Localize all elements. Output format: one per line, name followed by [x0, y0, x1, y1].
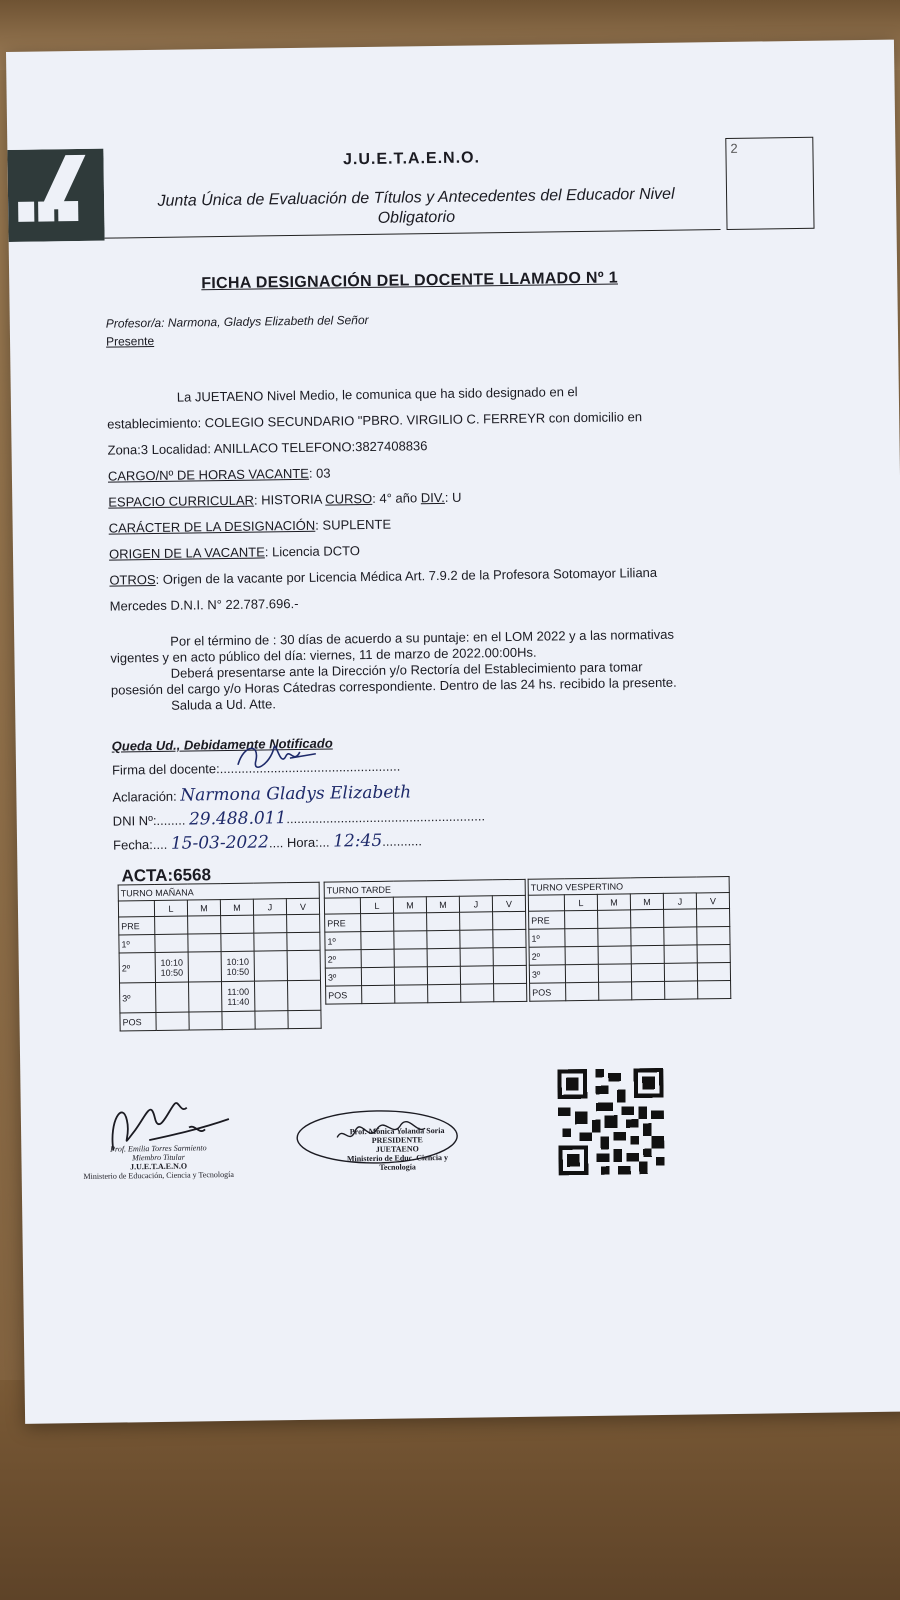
- schedule-cell: [598, 928, 631, 946]
- document-title: FICHA DESIGNACIÓN DEL DOCENTE LLAMADO Nº 1: [201, 269, 619, 293]
- body-line-3: Zona:3 Localidad: ANILLACO TELEFONO:3827408836: [107, 438, 428, 458]
- schedule-cell: [565, 946, 598, 964]
- qr-code: [557, 1068, 664, 1175]
- turno-title: TURNO VESPERTINO: [528, 876, 729, 895]
- day-header: M: [426, 896, 459, 912]
- otros-row: OTROS: Origen de la vacante por Licencia Médica Art. 7.9.2 de la Profesora Sotomayor Liliana: [109, 564, 658, 588]
- day-header: L: [564, 894, 597, 910]
- schedule-cell: [599, 982, 632, 1000]
- schedule-cell: [631, 909, 664, 927]
- signature-stamp-left: [78, 1079, 260, 1202]
- schedule-cell: [394, 949, 427, 967]
- schedule-cell: [255, 1011, 288, 1029]
- day-header: J: [459, 896, 492, 912]
- schedule-cell: [460, 966, 493, 984]
- schedule-cell: [155, 916, 188, 934]
- schedule-cell: [287, 914, 320, 932]
- day-header: L: [360, 897, 393, 913]
- schedule-cell: [427, 930, 460, 948]
- schedule-cell: [565, 928, 598, 946]
- day-header: V: [696, 892, 729, 908]
- termino-line-4: posesión del cargo y/o Horas Cátedras correspondiente. Dentro de las 24 hs. recibido la presente.: [110, 674, 677, 698]
- schedule-cell: [156, 1012, 189, 1030]
- otros-row-2: Mercedes D.N.I. N° 22.787.696.-: [109, 595, 299, 614]
- schedule-cell: [631, 945, 664, 963]
- period-label: 2º: [529, 947, 565, 966]
- period-label: 3º: [325, 968, 361, 987]
- schedule-turno-manana: [118, 882, 322, 1032]
- period-label: 1º: [325, 932, 361, 951]
- org-subtitle: Junta Única de Evaluación de Títulos y Antecedentes del Educador Nivel Obligatorio: [157, 185, 675, 227]
- period-label: 2º: [325, 950, 361, 969]
- hora-value: 12:45: [333, 830, 383, 852]
- day-header: M: [597, 894, 630, 910]
- day-header: M: [187, 900, 220, 916]
- schedule-cell: [394, 913, 427, 931]
- cargo-row: CARGO/Nº DE HORAS VACANTE: 03: [107, 465, 331, 484]
- schedule-cell: [395, 985, 428, 1003]
- schedule-cell: [697, 908, 730, 926]
- schedule-cell: [632, 981, 665, 999]
- schedule-cell: [189, 1012, 222, 1030]
- schedule-cell: [362, 985, 395, 1003]
- schedule-cell: [665, 981, 698, 999]
- schedule-cell: [598, 964, 631, 982]
- schedule-cell: [288, 1010, 321, 1028]
- schedule-cell: [188, 952, 221, 982]
- schedule-cell: [631, 927, 664, 945]
- day-header: J: [253, 899, 286, 915]
- period-label: 2º: [119, 953, 155, 983]
- fecha-value: 15-03-2022: [170, 832, 270, 854]
- schedule-cell: [287, 932, 320, 950]
- schedule-cell: [427, 966, 460, 984]
- document-sheet: [6, 40, 900, 1424]
- corner-box: [725, 137, 814, 230]
- schedule-cell: [254, 915, 287, 933]
- schedule-cell: [698, 980, 731, 998]
- turno-title: TURNO MAÑANA: [118, 882, 319, 901]
- schedule-cell: 10:10 10:50: [155, 952, 188, 982]
- day-header: V: [286, 898, 319, 914]
- schedule-cell: [222, 1011, 255, 1029]
- schedule-cell: [664, 909, 697, 927]
- docente-signature: [230, 734, 321, 779]
- period-label: 3º: [120, 983, 156, 1013]
- schedule-cell: [697, 944, 730, 962]
- schedule-cell: [460, 912, 493, 930]
- schedule-cell: [221, 915, 254, 933]
- schedule-cell: [598, 946, 631, 964]
- period-label: 3º: [529, 965, 565, 984]
- termino-line-3: Deberá presentarse ante la Dirección y/o Rectoría del Establecimiento para tomar: [170, 659, 643, 681]
- schedule-cell: [493, 929, 526, 947]
- juetaeno-logo: [7, 149, 104, 242]
- schedule-cell: [254, 951, 287, 981]
- day-header: M: [220, 899, 253, 915]
- period-label: PRE: [529, 911, 565, 930]
- recipient-line: Profesor/a: Narmona, Gladys Elizabeth del Señor: [105, 312, 369, 331]
- termino-line-1: Por el término de : 30 días de acuerdo a su puntaje: en el LOM 2022 y a las normativas: [170, 626, 674, 649]
- stamp-right-text: Prof. Mónica Yolanda Soria PRESIDENTE JUETAENO Ministerio de Educ. Ciencia y Tecnología: [346, 1125, 449, 1172]
- schedule-turno-vespertino: [528, 876, 732, 1002]
- schedule-cell: [189, 982, 222, 1012]
- day-header: L: [154, 900, 187, 916]
- schedule-cell: [460, 948, 493, 966]
- period-label: POS: [530, 983, 566, 1002]
- schedule-cell: [631, 963, 664, 981]
- espacio-row: ESPACIO CURRICULAR: HISTORIA CURSO: 4° año DIV.: U: [108, 489, 462, 510]
- schedule-cell: [493, 911, 526, 929]
- schedule-cell: [287, 950, 320, 980]
- day-header: M: [630, 893, 663, 909]
- schedule-cell: [494, 983, 527, 1001]
- corner-cell: [324, 898, 360, 915]
- corner-cell: [528, 895, 564, 912]
- day-header: J: [663, 893, 696, 909]
- period-label: PRE: [119, 917, 155, 936]
- schedule-cell: [361, 949, 394, 967]
- aclaracion-row: Aclaración: Narmona Gladys Elizabeth: [112, 782, 412, 806]
- schedule-turno-tarde: [324, 879, 528, 1005]
- corner-mark: 2: [730, 140, 738, 156]
- period-label: PRE: [325, 914, 361, 933]
- turno-title: TURNO TARDE: [324, 879, 525, 898]
- schedule-cell: [254, 933, 287, 951]
- aclaracion-value: Narmona Gladys Elizabeth: [180, 782, 412, 806]
- termino-line-2: vigentes y en acto público del día: viernes, 11 de marzo de 2022.00:00Hs.: [110, 644, 537, 666]
- schedule-cell: 10:10 10:50: [221, 951, 254, 981]
- schedule-cell: [427, 912, 460, 930]
- schedule-cell: 11:00 11:40: [222, 981, 255, 1011]
- schedule-cell: [428, 984, 461, 1002]
- period-label: POS: [120, 1013, 156, 1032]
- stamp-left-text: Prof. Emilia Torres Sarmiento Miembro Titular J.U.E.T.A.E.N.O Ministerio de Educación, Ciencia y Tecnología: [83, 1143, 234, 1182]
- schedule-cell: [361, 931, 394, 949]
- period-label: POS: [326, 986, 362, 1005]
- schedule-cell: [427, 948, 460, 966]
- schedule-cell: [565, 910, 598, 928]
- schedule-cell: [461, 984, 494, 1002]
- schedule-cell: [394, 931, 427, 949]
- schedule-cell: [155, 934, 188, 952]
- schedule-cell: [664, 927, 697, 945]
- saluda-line: Saluda a Ud. Atte.: [171, 696, 277, 713]
- org-title: J.U.E.T.A.E.N.O.: [342, 149, 481, 169]
- schedule-cell: [697, 926, 730, 944]
- schedule-cell: [697, 962, 730, 980]
- schedule-cell: [394, 967, 427, 985]
- schedule-cell: [664, 945, 697, 963]
- body-line-1: La JUETAENO Nivel Medio, le comunica que ha sido designado en el: [176, 384, 578, 405]
- notificado-heading: Queda Ud., Debidamente Notificado: [111, 735, 333, 754]
- fecha-row: Fecha:.... 15-03-2022.... Hora:... 12:45...........: [112, 830, 423, 854]
- schedule-cell: [221, 933, 254, 951]
- schedule-cell: [460, 930, 493, 948]
- period-label: 1º: [529, 929, 565, 948]
- dni-value: 29.488.011: [188, 808, 287, 830]
- schedule-cell: [287, 980, 320, 1010]
- schedule-cell: [493, 965, 526, 983]
- schedule-cell: [566, 982, 599, 1000]
- corner-cell: [118, 901, 154, 918]
- body-line-2: establecimiento: COLEGIO SECUNDARIO "PBRO. VIRGILIO C. FERREYR con domicilio en: [107, 409, 643, 432]
- origen-row: ORIGEN DE LA VACANTE: Licencia DCTO: [108, 543, 361, 562]
- period-label: 1º: [119, 935, 155, 954]
- schedule-cell: [361, 913, 394, 931]
- schedule-cell: [598, 910, 631, 928]
- header-box: [103, 138, 720, 239]
- caracter-row: CARÁCTER DE LA DESIGNACIÓN: SUPLENTE: [108, 516, 392, 536]
- schedule-cell: [254, 981, 287, 1011]
- schedule-cell: [188, 934, 221, 952]
- schedule-cell: [188, 916, 221, 934]
- day-header: V: [492, 895, 525, 911]
- day-header: M: [393, 897, 426, 913]
- schedule-cell: [361, 967, 394, 985]
- dni-row: DNI Nº:........ 29.488.011.......................................................: [112, 808, 486, 830]
- schedule-cell: [565, 964, 598, 982]
- schedule-cell: [664, 963, 697, 981]
- schedule-cell: [493, 947, 526, 965]
- presente-label: Presente: [105, 333, 155, 349]
- firma-row: Firma del docente:..................................................: [111, 758, 401, 778]
- acta-number: ACTA:6568: [121, 865, 212, 886]
- schedule-cell: [156, 982, 189, 1012]
